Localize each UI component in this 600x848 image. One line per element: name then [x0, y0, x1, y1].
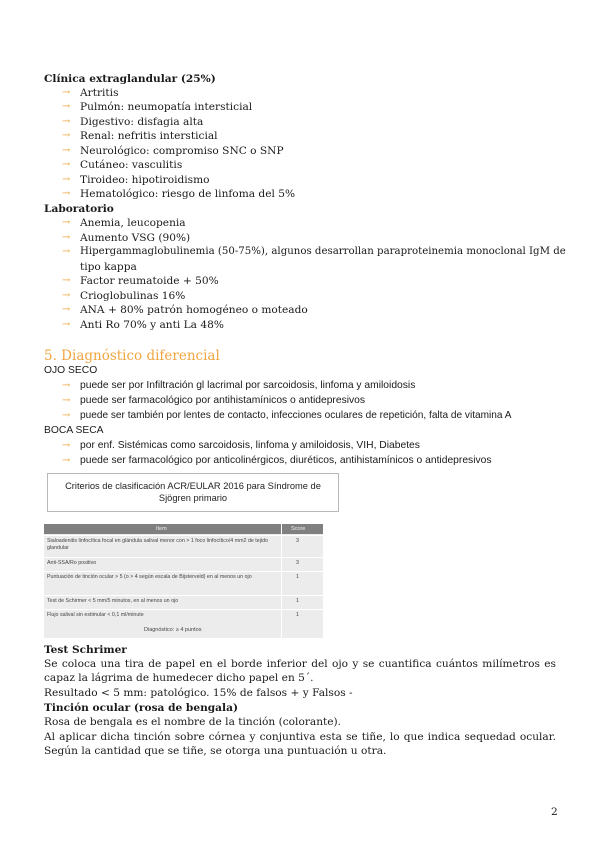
schirmer-result: Resultado < 5 mm: patológico. 15% de falsos + y Falsos - [44, 687, 353, 699]
table-row [44, 609, 323, 622]
row-item: Puntuación de tinción ocular > 5 (o > 4 según escala de Bijsterveld) en al menos un ojo [47, 574, 252, 580]
tincion-line-1: Rosa de bengala es el nombre de la tinción (colorante). [44, 716, 342, 728]
arrow-icon: → [62, 304, 71, 315]
arrow-icon: → [62, 116, 71, 127]
row-item: Test de Schirmer < 5 mm/5 minutos, en al menos un ojo [47, 598, 179, 604]
arrow-icon: → [62, 145, 71, 156]
table-row [44, 535, 323, 556]
arrow-icon: → [62, 275, 71, 286]
row-score: 3 [296, 560, 299, 566]
row-item: Sialoadenitis linfocítica focal en glándula salival menor con > 1 foco linfocítico/4 mm2 de tejido glandular [47, 538, 268, 551]
row-item: Flujo salival sin estimular < 0,1 ml/minute [47, 612, 144, 618]
list-item: Hipergammaglobulinemia (50-75%), algunos desarrollan paraproteinemia monoclonal IgM de [80, 246, 566, 257]
arrow-icon: → [62, 290, 71, 301]
list-item: Pulmón: neumopatía intersticial [80, 101, 253, 113]
row-score: 3 [296, 538, 299, 544]
list-item: Tiroideo: hipotiroidismo [80, 174, 210, 186]
list-item: puede ser farmacológico por antihistamínicos o antidepresivos [80, 395, 366, 406]
criteria-table [44, 524, 323, 638]
list-item: Hematológico: riesgo de linfoma del 5% [80, 188, 296, 200]
list-item: Artritis [80, 87, 119, 99]
table-row [44, 595, 323, 608]
table-row [44, 571, 323, 592]
section-heading-diagnostico: 5. Diagnóstico diferencial [44, 348, 220, 364]
boca-seca-title: BOCA SECA [44, 425, 104, 436]
tincion-title: Tinción ocular (rosa de bengala) [44, 702, 238, 714]
page-number: 2 [551, 806, 558, 818]
list-item: Digestivo: disfagia alta [80, 116, 204, 128]
arrow-icon: → [62, 440, 71, 451]
arrow-icon: → [62, 159, 71, 170]
tincion-line-2: Al aplicar dicha tinción sobre córnea y conjuntiva esta se tiñe, lo que indica sequedad ocular. Según la cantidad que se tiñe, se otorga una puntuación u otra. [44, 731, 556, 757]
list-item: Aumento VSG (90%) [80, 232, 191, 244]
section-title-laboratorio: Laboratorio [44, 203, 114, 215]
ojo-seco-title: OJO SECO [44, 365, 98, 376]
arrow-icon: → [62, 319, 71, 330]
list-item: Renal: nefritis intersticial [80, 130, 218, 142]
list-item: Neurológico: compromiso SNC o SNP [80, 145, 284, 157]
arrow-icon: → [62, 455, 71, 466]
arrow-icon: → [62, 232, 71, 243]
row-score: 1 [296, 598, 299, 604]
list-item: Anti Ro 70% y anti La 48% [80, 319, 224, 331]
arrow-icon: → [62, 246, 71, 257]
list-item: ANA + 80% patrón homogéneo o moteado [80, 304, 308, 316]
column-header-item: Item [156, 526, 167, 532]
list-item: Crioglobulinas 16% [80, 290, 186, 302]
criteria-figure [44, 472, 323, 638]
arrow-icon: → [62, 217, 71, 228]
list-item: Anemia, leucopenia [80, 217, 186, 229]
arrow-icon: → [62, 395, 71, 406]
row-score: 1 [296, 574, 299, 580]
figure-title-box [47, 473, 339, 512]
list-item: por enf. Sistémicas como sarcoidosis, linfoma y amiloidosis, VIH, Diabetes [80, 440, 420, 451]
diagnostic-threshold: Diagnóstico: ≥ 4 puntos [144, 627, 202, 633]
arrow-icon: → [62, 174, 71, 185]
schirmer-text: Se coloca una tira de papel en el borde inferior del ojo y se cuantifica cuántos milímetros es capaz la lágrima de humedecer dicho papel en 5´. [44, 658, 556, 684]
arrow-icon: → [62, 101, 71, 112]
table-row [44, 557, 323, 570]
arrow-icon: → [62, 380, 71, 391]
list-item-continuation: tipo kappa [80, 261, 137, 273]
figure-title: Criterios de clasificación ACR/EULAR 2016 para Síndrome de Sjögren primario [65, 481, 321, 503]
section-title-clinica: Clínica extraglandular (25%) [44, 73, 216, 85]
row-score: 1 [296, 612, 299, 618]
column-header-score: Score [291, 526, 306, 532]
schirmer-title: Test Schrimer [44, 644, 127, 656]
arrow-icon: → [62, 188, 71, 199]
arrow-icon: → [62, 410, 71, 421]
list-item: puede ser también por lentes de contacto, infecciones oculares de repetición, falta de vitamina A [80, 410, 512, 421]
list-item: puede ser farmacológico por anticolinérgicos, diuréticos, antihistamínicos o antidepresivos [80, 455, 492, 466]
row-item: Anti-SSA/Ro positivo [47, 560, 97, 566]
arrow-icon: → [62, 130, 71, 141]
arrow-icon: → [62, 87, 71, 98]
list-item: Cutáneo: vasculitis [80, 159, 183, 171]
list-item: puede ser por Infiltración gl lacrimal por sarcoidosis, linfoma y amiloidosis [80, 380, 416, 391]
list-item: Factor reumatoide + 50% [80, 275, 219, 287]
